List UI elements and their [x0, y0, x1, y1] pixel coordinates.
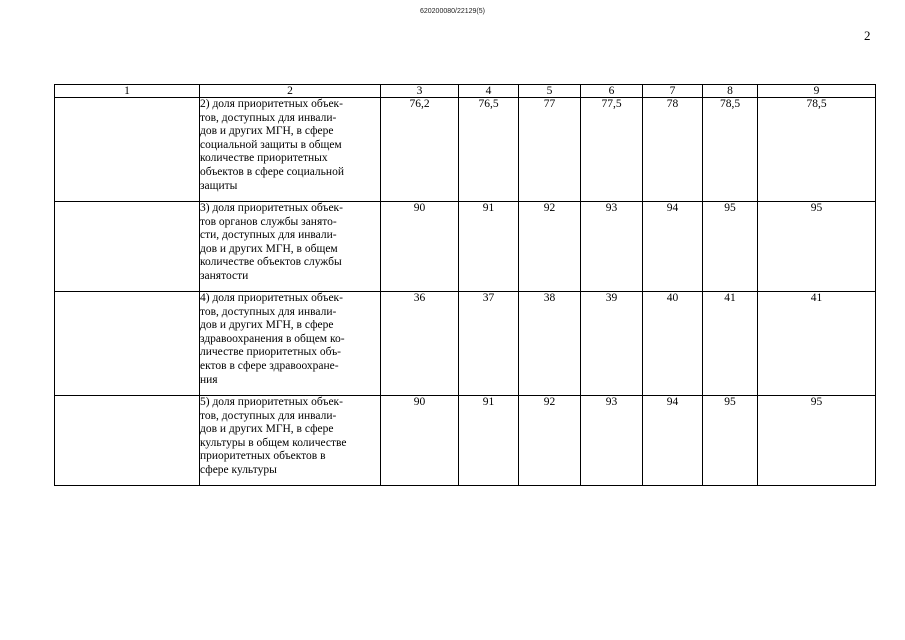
description-line: количестве приоритетных — [200, 152, 328, 165]
row-group-cell — [55, 98, 200, 202]
description-line: количестве объектов службы — [200, 256, 342, 269]
indicator-description — [200, 202, 381, 292]
value-cell: 78 — [643, 98, 703, 202]
row-group-cell — [55, 396, 200, 486]
description-line: приоритетных объектов в — [200, 450, 326, 463]
indicator-description — [200, 396, 381, 486]
description-line: тов, доступных для инвали- — [200, 305, 337, 318]
description-line: тов, доступных для инвали- — [200, 111, 337, 124]
value-cell: 77,5 — [581, 98, 643, 202]
description-line: сфере культуры — [200, 463, 277, 476]
description-line: здравоохранения в общем ко- — [200, 332, 345, 345]
value-cell: 95 — [758, 396, 876, 486]
indicators-table — [54, 84, 876, 486]
description-line: ектов в сфере здравоохране- — [200, 359, 339, 372]
description-line: тов, доступных для инвали- — [200, 409, 337, 422]
column-header: 5 — [519, 85, 581, 98]
value-cell: 91 — [459, 202, 519, 292]
description-line: 4) доля приоритетных объек- — [200, 292, 343, 304]
description-line: занятости — [200, 269, 249, 282]
column-header: 6 — [581, 85, 643, 98]
column-header: 2 — [200, 85, 381, 98]
value-cell: 94 — [643, 396, 703, 486]
table-row — [55, 292, 876, 396]
description-line: личестве приоритетных объ- — [200, 346, 342, 359]
value-cell: 78,5 — [703, 98, 758, 202]
description-line: 3) доля приоритетных объек- — [200, 202, 343, 214]
value-cell: 95 — [703, 202, 758, 292]
value-cell: 36 — [381, 292, 459, 396]
value-cell: 41 — [703, 292, 758, 396]
value-cell: 90 — [381, 396, 459, 486]
row-group-cell — [55, 292, 200, 396]
description-line: дов и других МГН, в общем — [200, 242, 338, 255]
description-line: 5) доля приоритетных объек- — [200, 396, 343, 408]
description-line: ния — [200, 373, 218, 386]
value-cell: 93 — [581, 202, 643, 292]
value-cell: 40 — [643, 292, 703, 396]
row-group-cell — [55, 202, 200, 292]
description-line: тов органов службы занято- — [200, 215, 337, 228]
column-number-row — [55, 85, 876, 98]
page-number: 2 — [864, 28, 871, 43]
description-line: социальной защиты в общем — [200, 138, 342, 151]
column-header: 9 — [758, 85, 876, 98]
value-cell: 76,2 — [381, 98, 459, 202]
value-cell: 94 — [643, 202, 703, 292]
table-row — [55, 202, 876, 292]
indicator-description — [200, 292, 381, 396]
value-cell: 92 — [519, 202, 581, 292]
column-header: 7 — [643, 85, 703, 98]
table-row — [55, 396, 876, 486]
value-cell: 37 — [459, 292, 519, 396]
column-header: 3 — [381, 85, 459, 98]
description-line: дов и других МГН, в сфере — [200, 125, 334, 138]
description-line: дов и других МГН, в сфере — [200, 319, 334, 332]
description-line: дов и других МГН, в сфере — [200, 423, 334, 436]
value-cell: 41 — [758, 292, 876, 396]
value-cell: 91 — [459, 396, 519, 486]
column-header: 1 — [55, 85, 200, 98]
column-header: 4 — [459, 85, 519, 98]
description-line: сти, доступных для инвали- — [200, 229, 337, 242]
value-cell: 38 — [519, 292, 581, 396]
value-cell: 76,5 — [459, 98, 519, 202]
description-line: 2) доля приоритетных объек- — [200, 98, 343, 110]
value-cell: 95 — [703, 396, 758, 486]
description-line: культуры в общем количестве — [200, 436, 347, 449]
value-cell: 92 — [519, 396, 581, 486]
column-header: 8 — [703, 85, 758, 98]
value-cell: 93 — [581, 396, 643, 486]
value-cell: 90 — [381, 202, 459, 292]
value-cell: 95 — [758, 202, 876, 292]
value-cell: 39 — [581, 292, 643, 396]
table-row — [55, 98, 876, 202]
document-code: 620200080/22129(5) — [419, 8, 485, 15]
description-line: объектов в сфере социальной — [200, 165, 344, 178]
value-cell: 78,5 — [758, 98, 876, 202]
indicator-description — [200, 98, 381, 202]
description-line: защиты — [200, 179, 238, 192]
value-cell: 77 — [519, 98, 581, 202]
